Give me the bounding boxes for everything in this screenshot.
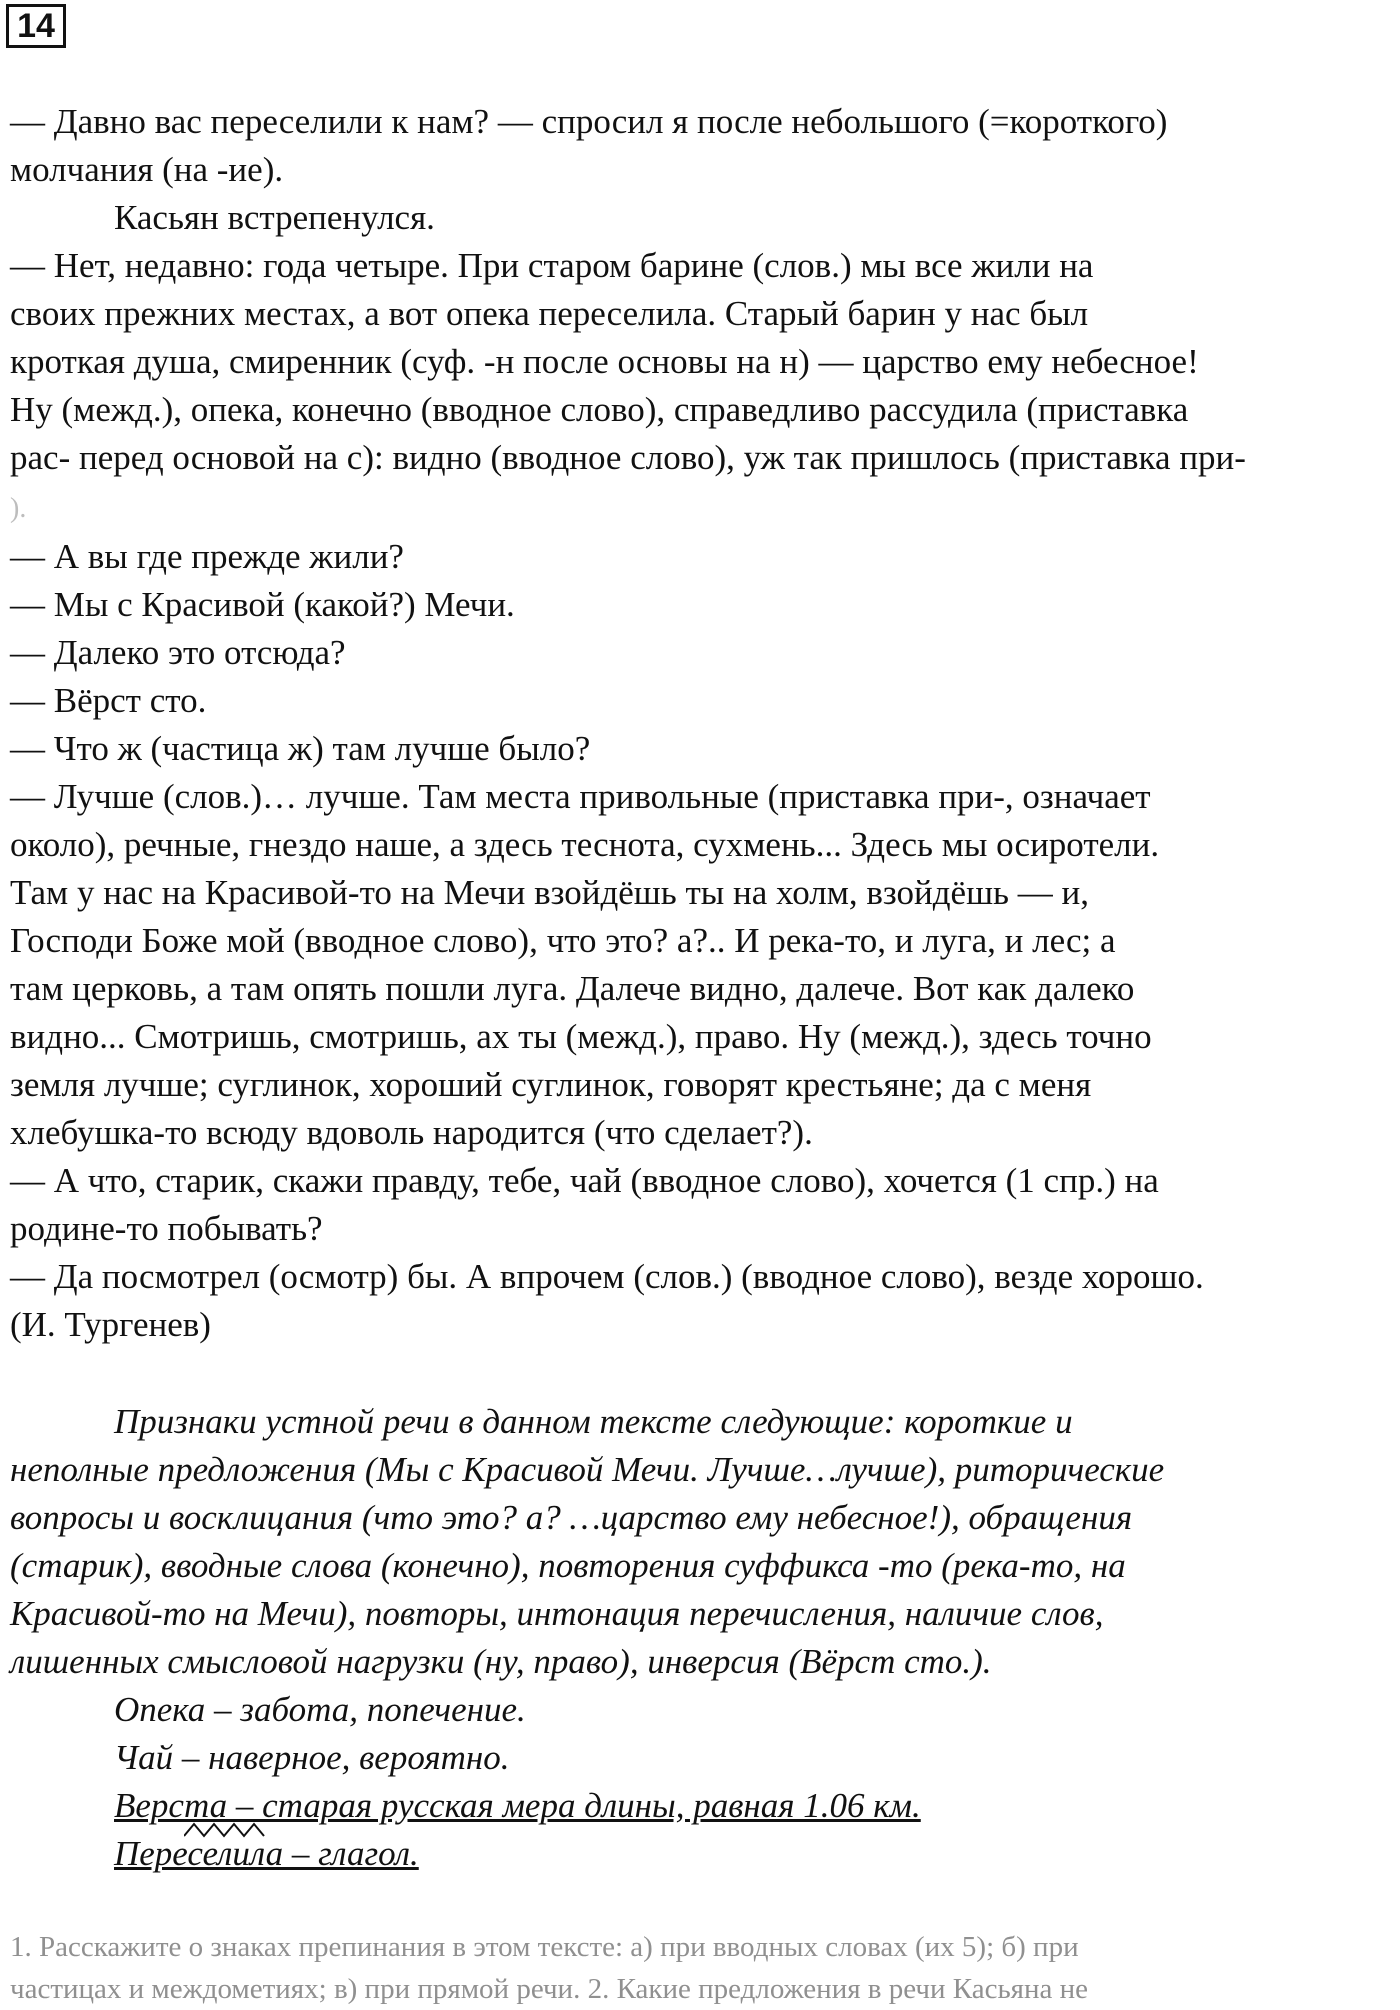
footnote-line — [10, 1926, 1394, 1968]
summary-line — [10, 1446, 1394, 1494]
text-line-content: Господи Боже мой (вводное слово), что это? а?.. И река-то, и луга, и лес; а — [10, 921, 1116, 960]
text-line — [10, 1205, 1394, 1253]
text-line-content: — Давно вас переселили к нам? — спросил я после небольшого (=короткого) — [10, 102, 1168, 141]
definition-line — [10, 1686, 1394, 1734]
definition-line — [10, 1830, 1394, 1878]
text-line — [10, 386, 1394, 434]
text-line — [10, 677, 1394, 725]
text-line — [10, 773, 1394, 821]
text-line-content: — А что, старик, скажи правду, тебе, чай (вводное слово), хочется (1 спр.) на — [10, 1161, 1159, 1200]
summary-line-content: Признаки устной речи в данном тексте следующие: короткие и — [114, 1402, 1073, 1441]
text-line — [10, 242, 1394, 290]
dialogue-text — [10, 98, 1394, 1349]
text-line — [10, 194, 1394, 242]
summary-line — [10, 1398, 1394, 1446]
text-line — [10, 917, 1394, 965]
text-line-content: — Что ж (частица ж) там лучше было? — [10, 729, 591, 768]
text-line — [10, 1157, 1394, 1205]
definition-pereselila: Переселила – глагол. — [114, 1834, 419, 1873]
text-line-content: родине-то побывать? — [10, 1209, 323, 1248]
text-line-content: хлебушка-то всюду вдоволь народится (что сделает?). — [10, 1113, 813, 1152]
definition-chay: Чай – наверное, вероятно. — [114, 1738, 510, 1777]
text-line-content: — Нет, недавно: года четыре. При старом барине (слов.) мы все жили на — [10, 246, 1094, 285]
text-line — [10, 98, 1394, 146]
summary-line-content: лишенных смысловой нагрузки (ну, право), инверсия (Вёрст сто.). — [10, 1642, 992, 1681]
summary-line-content: (старик), вводные слова (конечно), повторения суффикса -то (река-то, на — [10, 1546, 1126, 1585]
text-line-content: земля лучше; суглинок, хороший суглинок, говорят крестьяне; да с меня — [10, 1065, 1092, 1104]
word-parse-mark — [114, 1830, 419, 1878]
summary-line — [10, 1542, 1394, 1590]
text-line — [10, 290, 1394, 338]
text-line — [10, 581, 1394, 629]
text-line-content: Ну (межд.), опека, конечно (вводное слово), справедливо рассудила (приставка — [10, 390, 1189, 429]
footnote-line — [10, 1968, 1394, 2010]
text-line-content: — Лучше (слов.)… лучше. Там места привольные (приставка при-, означает — [10, 777, 1151, 816]
summary-line-content: вопросы и восклицания (что это? а? …царство ему небесное!), обращения — [10, 1498, 1133, 1537]
footnote-line-content: 1. Расскажите о знаках препинания в этом тексте: а) при вводных словах (их 5); б) при — [10, 1931, 1079, 1963]
text-line — [10, 1061, 1394, 1109]
text-line — [10, 725, 1394, 773]
analysis-summary — [10, 1398, 1394, 1878]
text-line — [10, 1301, 1394, 1349]
text-line — [10, 821, 1394, 869]
text-line-content: — Мы с Красивой (какой?) Мечи. — [10, 585, 515, 624]
text-line-content: Касьян встрепенулся. — [114, 198, 435, 237]
text-line — [10, 629, 1394, 677]
definition-versta: Верста – старая русская мера длины, равная 1.06 км. — [114, 1786, 921, 1825]
summary-line — [10, 1494, 1394, 1542]
text-line — [10, 434, 1394, 482]
footnote-line-content: частицах и междометиях; в) при прямой речи. 2. Какие предложения в речи Касьяна не — [10, 1973, 1089, 2005]
text-line — [10, 1109, 1394, 1157]
text-line — [10, 1253, 1394, 1301]
summary-line-content: Красивой-то на Мечи), повторы, интонация перечисления, наличие слов, — [10, 1594, 1104, 1633]
text-line-content: своих прежних местах, а вот опека переселила. Старый барин у нас был — [10, 294, 1089, 333]
text-line-content: — Далеко это отсюда? — [10, 633, 346, 672]
summary-line — [10, 1638, 1394, 1686]
text-line-content: ). — [10, 493, 27, 524]
text-line — [10, 1013, 1394, 1061]
text-line-content: кроткая душа, смиренник (суф. -н после основы на н) — царство ему небесное! — [10, 342, 1199, 381]
text-line-content: Там у нас на Красивой-то на Мечи взойдёшь ты на холм, взойдёшь — и, — [10, 873, 1089, 912]
text-line — [10, 965, 1394, 1013]
text-line — [10, 482, 1394, 533]
summary-line — [10, 1590, 1394, 1638]
footnote-questions — [10, 1926, 1394, 2010]
text-line — [10, 869, 1394, 917]
text-line-content: видно... Смотришь, смотришь, ах ты (межд.), право. Ну (межд.), здесь точно — [10, 1017, 1152, 1056]
text-line-content: (И. Тургенев) — [10, 1305, 211, 1344]
text-line-content: — Вёрст сто. — [10, 681, 207, 720]
text-line — [10, 533, 1394, 581]
text-line-content: там церковь, а там опять пошли луга. Далече видно, далече. Вот как далеко — [10, 969, 1135, 1008]
text-line-content: молчания (на -ие). — [10, 150, 284, 189]
root-arc-icon — [184, 1820, 304, 1840]
definition-opeka: Опека – забота, попечение. — [114, 1690, 526, 1729]
text-line-content: рас- перед основой на с): видно (вводное слово), уж так пришлось (приставка при- — [10, 438, 1246, 477]
text-line-content: — Да посмотрел (осмотр) бы. А впрочем (слов.) (вводное слово), везде хорошо. — [10, 1257, 1204, 1296]
text-line-content: — А вы где прежде жили? — [10, 537, 404, 576]
text-line — [10, 146, 1394, 194]
text-line — [10, 338, 1394, 386]
exercise-number-badge: 14 — [6, 4, 66, 48]
text-line-content: около), речные, гнездо наше, а здесь теснота, сухмень... Здесь мы осиротели. — [10, 825, 1160, 864]
summary-line-content: неполные предложения (Мы с Красивой Мечи. Лучше…лучше), риторические — [10, 1450, 1165, 1489]
definition-line — [10, 1734, 1394, 1782]
